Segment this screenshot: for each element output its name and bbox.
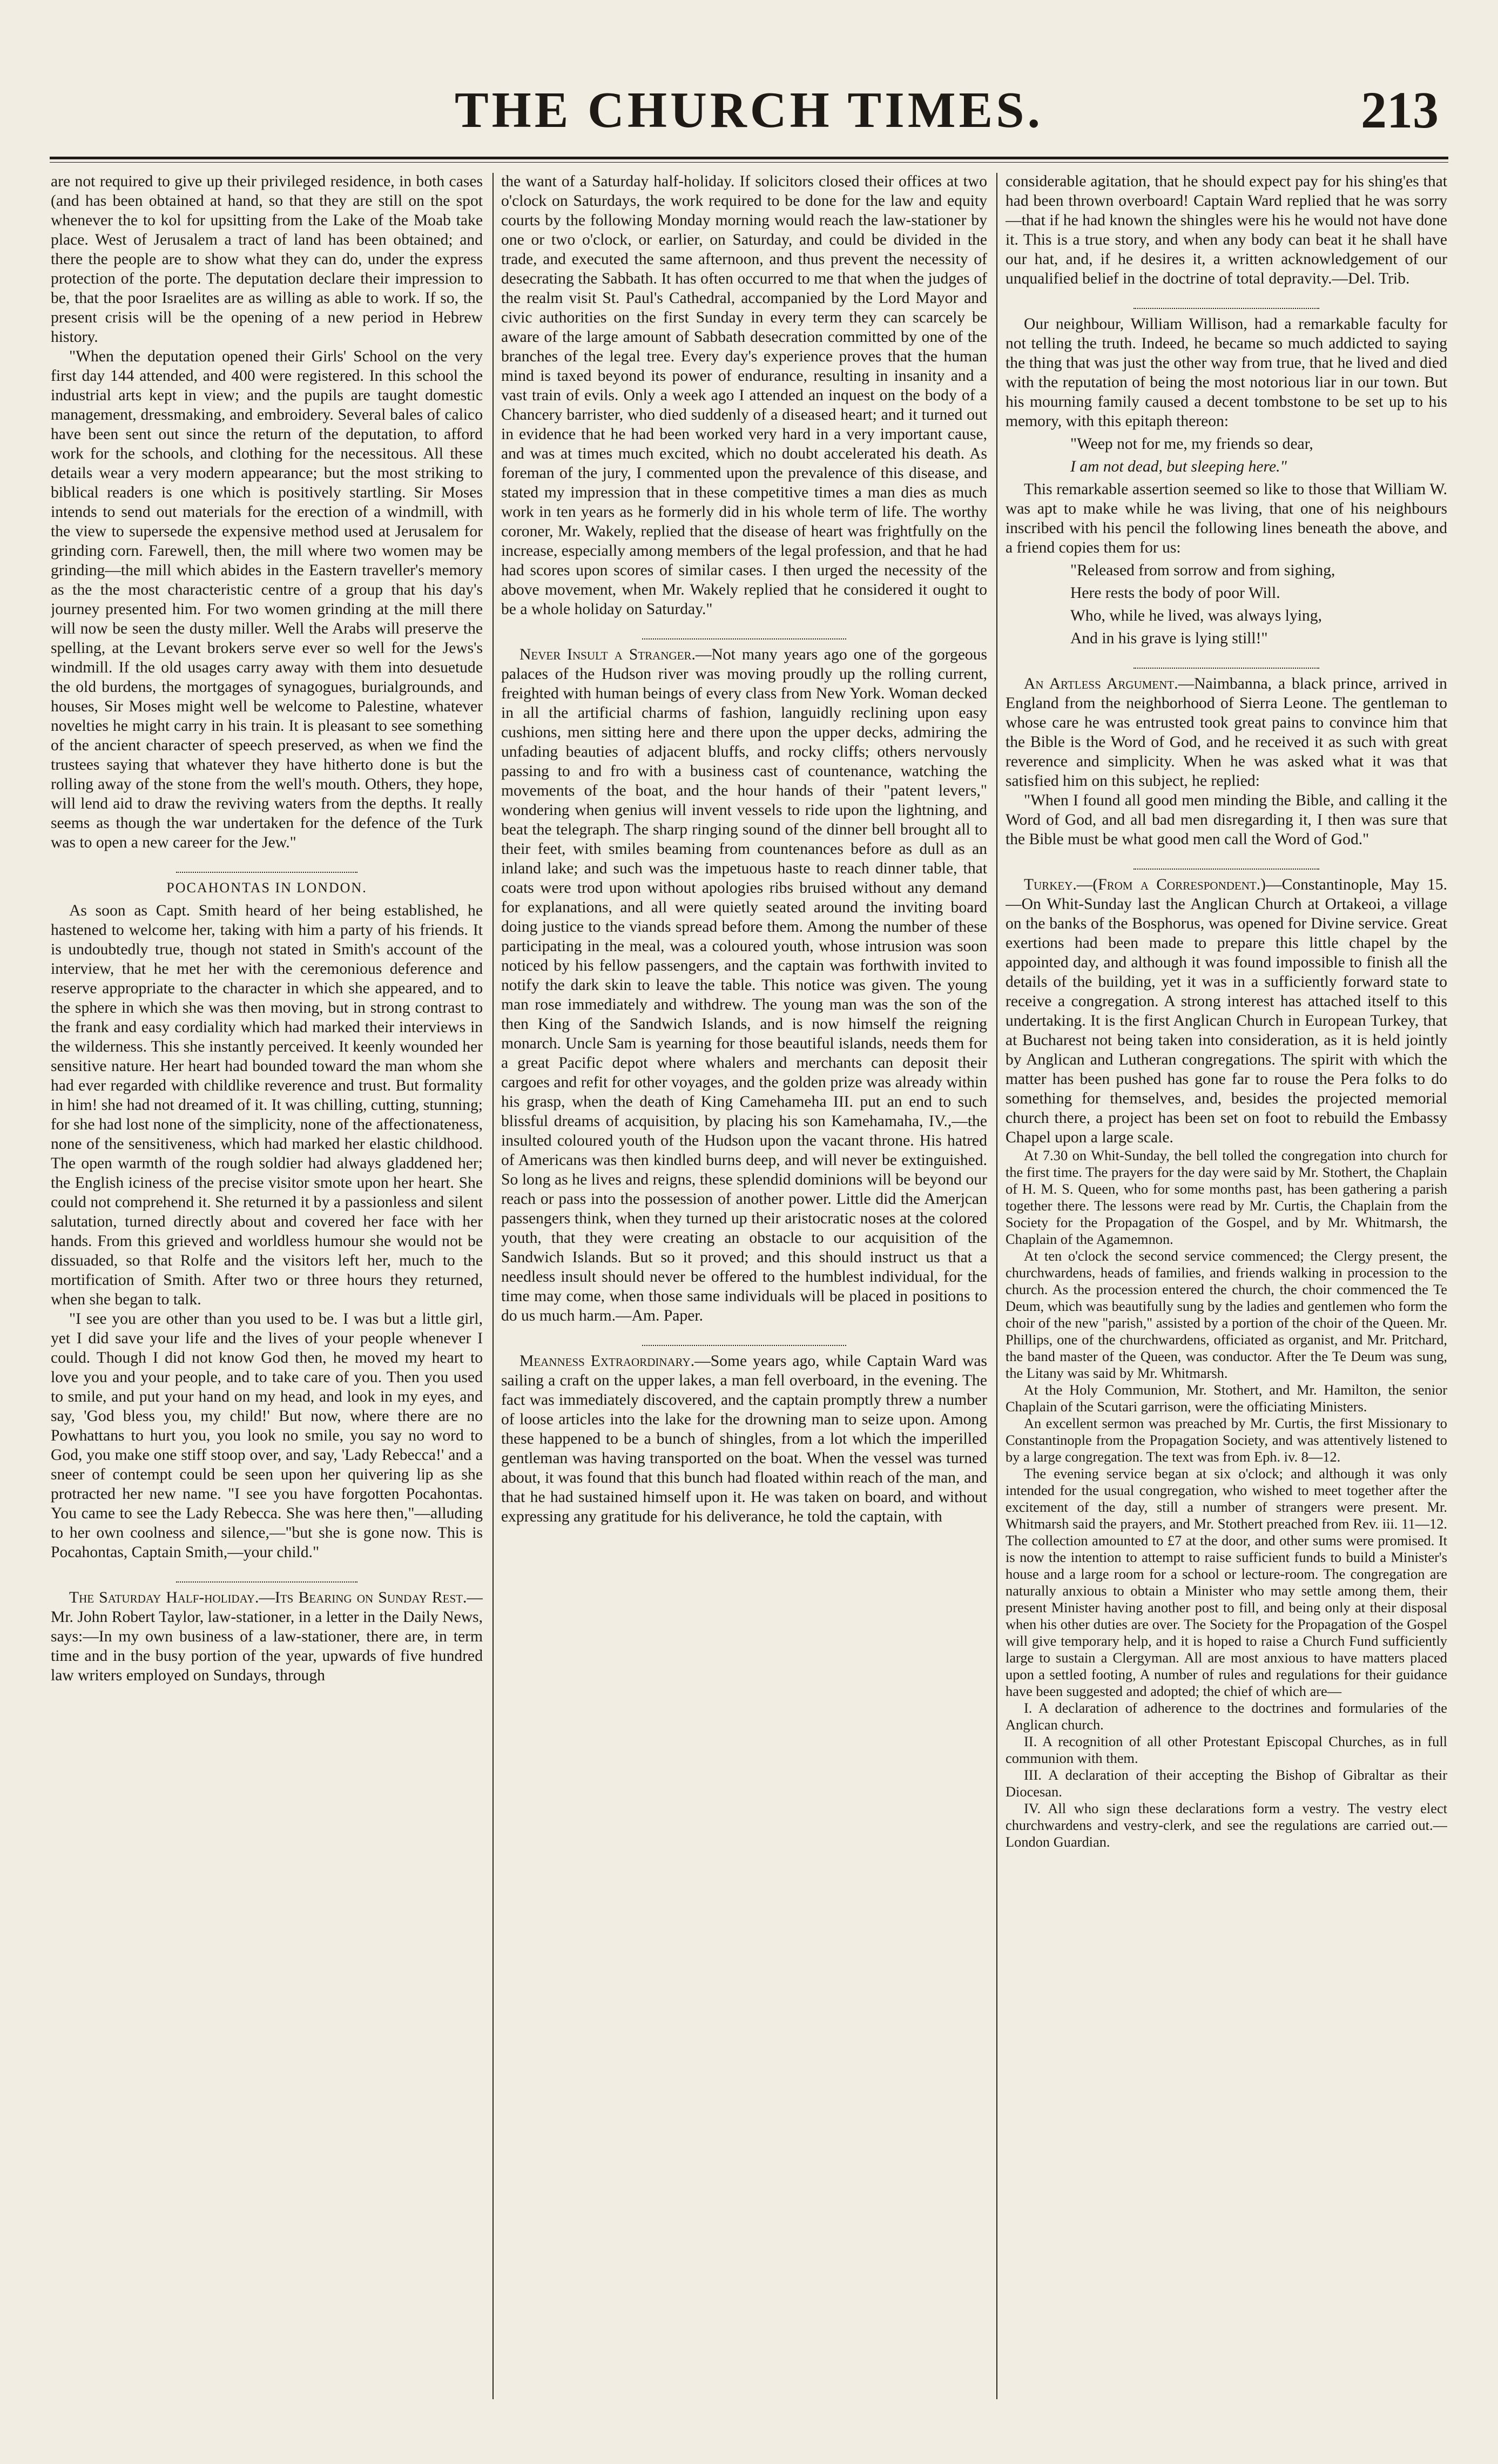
page-number: 213 <box>1361 81 1439 139</box>
verse-line: Here rests the body of poor Will. <box>1070 584 1280 602</box>
masthead-rule-thin <box>50 162 1448 163</box>
article-heading: Never Insult a Stranger. <box>519 646 696 663</box>
article-paragraph: The evening service began at six o'clock; and although it was only intended for the usual congregation, who wished to meet together after the excitement of the day, still a number of strangers were present. Mr. Whitmarsh said the prayers, and Mr. Stothert preached from Rev. iii. 11—12. The collection amounted to £7 at the door, and other sums were promised. It is now the intention to attempt to raise sufficient funds to build a Minister's house and a large room for a school or lecture-room. The congregation are naturally anxious to obtain a Minister who may settle among them, their present Minister having another post to fill, and being only at their disposal when his other duties are over. The Society for the Propagation of the Gospel will give temporary help, and it is hoped to raise a Church Fund sufficiently large to sustain a Clergyman. All are most anxious to have matters placed upon a settled footing, A number of rules and regulations for their guidance have been suggested and adopted; the chief of which are— <box>1006 1465 1447 1699</box>
verse-line: Who, while he lived, was always lying, <box>1070 607 1322 624</box>
section-ornament <box>642 624 846 639</box>
column-divider <box>492 173 494 2399</box>
article-heading: An Artless Argument. <box>1024 675 1178 692</box>
article-paragraph: —Mr. John Robert Taylor, law-stationer, in a letter in the Daily News, says:—In my own business of a law-stationer, there are, in term time and in the busy portion of the year, upwards of five hundred law writers employed on Sundays, through <box>51 1589 483 1684</box>
column-1 <box>51 172 483 2415</box>
article-paragraph: —Constantinople, May 15.—On Whit-Sunday last the Anglican Church at Ortakeoi, a village on the banks of the Bosphorus, was opened for Divine service. Great exertions had been made to prepare this little chapel by the appointed day, and although it was found impossible to finish all the details of the building, yet it was in a sufficiently forward state to receive a congregation. A strong interest has attached itself to this undertaking. It is the first Anglican Church in European Turkey, that at Bucharest not being taken into consideration, as it is held jointly by Anglican and Lutheran congregations. The spirit with which the matter has been pushed has gone far to rouse the Pera folks to do something for themselves, and, besides the projected memorial church there, a project has been set on foot to rebuild the Embassy Chapel upon a large scale. <box>1006 876 1447 1146</box>
article-paragraph: At 7.30 on Whit-Sunday, the bell tolled the congregation into church for the first time. The prayers for the day were said by Mr. Stothert, the Chaplain of H. M. S. Queen, who for some months past, has been gathering a parish together there. The lessons were read by Mr. Curtis, the Chaplain from the Society for the Propagation of the Gospel, and by Mr. Whitmarsh, the Chaplain of the Agamemnon. <box>1006 1147 1447 1247</box>
verse-line: And in his grave is lying still!" <box>1070 630 1268 647</box>
epitaph-line: "Weep not for me, my friends so dear, <box>1070 435 1313 453</box>
article-heading: Meanness Extraordinary. <box>519 1352 695 1370</box>
verse-line: "Released from sorrow and from sighing, <box>1070 562 1335 579</box>
article-paragraph: the want of a Saturday half-holiday. If solicitors closed their offices at two o'clock on Saturdays, the work required to be done for the law and equity courts by the following Monday morning would reach the law-stationer by one or two o'clock, or earlier, on Saturday, and could be divided in the trade, and executed the same afternoon, and thus prevent the necessity of desecrating the Sabbath. It has often occurred to me that when the judges of the realm visit St. Paul's Cathedral, accompanied by the Lord Mayor and civic authorities on the first Sunday in every term they can scarcely be aware of the large amount of Sabbath desecration committed by one of the branches of the legal tree. Every day's experience proves that the human mind is taxed beyond its power of endurance, resulting in insanity and a vast train of evils. Only a week ago I attended an inquest on the body of a Chancery barrister, who died suddenly of a diseased heart; and it turned out in evidence that he had been worked very hard in a very important cause, and was at times much excited, which no doubt accelerated his death. As foreman of the jury, I commented upon the prevalence of this disease, and stated my impression that in these competitive times a man dies as much work in ten years as he formerly did in his whole term of life. The worthy coroner, Mr. Wakely, replied that the disease of heart was frightfully on the increase, especially among members of the legal profession, and that he had had scores upon scores of similar cases. I then urged the necessity of the above movement, when Mr. Wakely replied that he considered it ought to be a whole holiday on Saturday." <box>501 173 987 618</box>
section-ornament <box>642 1331 846 1346</box>
article-paragraph: I. A declaration of adherence to the doctrines and formularies of the Anglican church. <box>1006 1700 1447 1733</box>
column-3 <box>1006 172 1447 2415</box>
masthead-title: THE CHURCH TIMES. <box>454 82 1044 138</box>
column-2 <box>501 172 987 2415</box>
article-paragraph: This remarkable assertion seemed so like to those that William W. was apt to make while he was living, that one of his neighbours inscribed with his pencil the following lines beneath the above, and a friend copies them for us: <box>1006 481 1447 556</box>
article-paragraph: —Naimbanna, a black prince, arrived in England from the neighborhood of Sierra Leone. The gentleman to whose care he was entrusted took great pains to convince him that the Bible is the Word of God, and he received it as such with great reverence and simplicity. When he was asked what it was that satisfied him on this subject, he replied: <box>1006 675 1447 790</box>
article-paragraph: "When the deputation opened their Girls' School on the very first day 144 attended, and 400 were registered. In this school the industrial arts kept in view; and the pupils are taught domestic management, dressmaking, and embroidery. Several bales of calico have been sent out since the return of the deputation, to afford work for the schools, and clothing for the necessitous. All these details wear a very modern appearance; but the most striking to biblical readers is one which is positively startling. Sir Moses intends to send out materials for the erection of a windmill, with the view to supersede the expensive method used at Jerusalem for grinding corn. Farewell, then, the mill where two women may be grinding—the mill which abides in the Eastern traveller's memory as the the most characteristic centre of a group that his day's journey presented him. For two women grinding at the mill there will now be seen the dusty miller. Well the Arabs will preserve the spelling, at the Levant brokers serve ever so well for the Jews's windmill. If the old usages carry away with them into desuetude the old burdens, the mortgages of synagogues, burialgrounds, and houses, Sir Moses might well be welcome to Palestine, whatever novelties he might carry in his train. It is pleasant to see something of the ancient character of speech preserved, as when we find the trustees saying that whatever they have hitherto done is but the rolling away of the stone from the well's mouth. Others, they hope, will lend aid to draw the reviving waters from the depths. It really seems as though the war undertaken for the defence of the Turk was to open a new career for the Jew." <box>51 348 483 851</box>
article-paragraph: At the Holy Communion, Mr. Stothert, and Mr. Hamilton, the senior Chaplain of the Scutari garrison, were the officiating Ministers. <box>1006 1382 1447 1415</box>
article-paragraph: considerable agitation, that he should expect pay for his shing'es that had been thrown overboard! Captain Ward replied that he was sorry—that if he had known the shingles were his he would not have done it. This is a true story, and when any body can beat it he shall have our hat, and, if he desires it, a written acknowledgement of our unqualified belief in the doctrine of total depravity.—Del. Trib. <box>1006 173 1447 287</box>
epitaph-line: I am not dead, but sleeping here." <box>1070 458 1287 475</box>
article-paragraph: Our neighbour, William Willison, had a remarkable faculty for not telling the truth. Indeed, he became so much addicted to saying the thing that was just the other way from true, that he lived and died with the reputation of being the most notorious liar in our town. But his mourning family caused a decent tombstone to be set up to his memory, with this epitaph thereon: <box>1006 315 1447 430</box>
article-paragraph: At ten o'clock the second service commenced; the Clergy present, the churchwardens, heads of families, and friends walking in procession to the church. As the procession entered the church, the choir commenced the Te Deum, which was beautifully sung by the ladies and gentlemen who form the choir of the new "parish," assisted by a portion of the choir of the Queen. Mr. Phillips, one of the churchwardens, officiated as organist, and Mr. Pritchard, the band master of the Queen, was conductor. After the Te Deum was sung, the Litany was said by Mr. Whitmarsh. <box>1006 1248 1447 1381</box>
article-heading: POCAHONTAS IN LONDON. <box>166 880 367 896</box>
article-paragraph: IV. All who sign these declarations form a vestry. The vestry elect churchwardens and vestry-clerk, and see the regulations are carried out.—London Guardian. <box>1006 1800 1447 1850</box>
article-heading: Turkey.—(From a Correspondent.) <box>1024 876 1266 893</box>
article-paragraph: "I see you are other than you used to be. I was but a little girl, yet I did save your life and the lives of your people whenever I could. Though I did not know God then, he moved my heart to love you and your people, and to take care of you. Then you used to smile, and put your hand on my head, and look in my eyes, and say, 'God bless you, my child!' But now, where there are no Powhattans to hurt you, you look no smile, you say no word to God, you make one stiff stoop over, and say, 'Lady Rebecca!' and a sneer of contempt could be seen upon her quivering lip as she protracted her new name. "I see you have forgotten Pocahontas. You came to see the Lady Rebecca. She was here then,"—alluding to her own coolness and silence,—"but she is gone now. This is Pocahontas, Captain Smith,—your child." <box>51 1310 483 1561</box>
article-paragraph: are not required to give up their privileged residence, in both cases (and has been obtained at hand, so that they are still on the spot whenever the to kol for upsitting from the Lake of the Moab take place. West of Jerusalem a tract of land has been obtained; and there the people are to show what they can do, under the express protection of the porte. The deputation declare their impression to be, that the poor Israelites are as willing as able to work. If so, the present crisis will be the opening of a new period in Hebrew history. <box>51 173 483 346</box>
section-ornament <box>1133 294 1319 309</box>
article-paragraph: An excellent sermon was preached by Mr. Curtis, the first Missionary to Constantinople from the Propagation Society, and was attentively listened to by a large congregation. The text was from Eph. iv. 8—12. <box>1006 1415 1447 1465</box>
article-paragraph: "When I found all good men minding the Bible, and calling it the Word of God, and all bad men disregarding it, I then was sure that the Bible must be what good men call the Word of God." <box>1006 792 1447 848</box>
section-ornament <box>176 1567 357 1583</box>
article-paragraph: —Some years ago, while Captain Ward was sailing a craft on the upper lakes, a man fell overboard, in the evening. The fact was immediately discovered, and the captain promptly threw a number of loose articles into the lake for the drowning man to seize upon. Among these happened to be a bunch of shingles, from a lot which the imperilled gentleman was having transported on the boat. When the vessel was turned about, it was found that this bunch had floated within reach of the man, and that he had sustained himself upon it. He was taken on board, and without expressing any gratitude for his deliverance, he told the captain, with <box>501 1352 987 1525</box>
section-ornament <box>1133 854 1319 870</box>
article-paragraph: —Not many years ago one of the gorgeous palaces of the Hudson river was moving proudly up the rolling current, freighted with human beings of every class from New York. Woman decked in all the artificial charms of fashion, languidly reclining upon easy cushions, men sitting here and there upon the upper decks, admiring the unfading beauties of adjacent bluffs, and rocky cliffs; others nervously passing to and fro with a business cast of countenance, watching the movements of the boat, and the hour hands of their "patent levers," wondering when genius will invent vessels to ride upon the lightning, and beat the telegraph. The sharp ringing sound of the dinner bell brought all to their feet, with smiles beaming from countenances before as dull as an inland lake; and such was the impetuous haste to reach dinner table, that coats were trod upon without apologies ribs bruised without any demand for explanations, and all were quietly seated around the inviting board doing justice to the viands spread before them. Among the number of these participating in the meal, was a coloured youth, whose intrusion was soon noticed by his fellow passengers, and the captain was forthwith invited to notify the dark skin to leave the table. This notice was given. The young man rose immediately and withdrew. The young man was the son of the then King of the Sandwich Islands, and is now himself the reigning monarch. Uncle Sam is yearning for those beautiful islands, needs them for a great Pacific depot where whalers and merchants can deposit their cargoes and refit for other voyages, and the golden prize was already within his grasp, when the death of King Camehameha III. put an end to such blissful dreams of acquisition, by placing his son Kamehamaha, IV.,—the insulted coloured youth of the Hudson upon the vacant throne. His hatred of Americans was then kindled burns deep, and will never be extinguished. So long as he lives and reigns, these splendid dominions will be beyond our reach or pass into the possession of another power. Little did the Amerjcan passengers think, when they turned up their aristocratic noses at the colored youth, that they were creating an obstacle to our acquisition of the Sandwich Islands. But so it proved; and this should instruct us that a needless insult should never be offered to the humblest individual, for the time may come, when those same individuals will be placed in positions to do us much harm.—Am. Paper. <box>501 646 987 1324</box>
article-paragraph: As soon as Capt. Smith heard of her being established, he hastened to welcome her, taking with him a party of his friends. It is undoubtedly true, though not stated in Smith's account of the interview, that he met her with the ceremonious deference and reserve appropriate to the character in which she appeared, and to the sphere in which she was then moving, but in strong contrast to the frank and easy cordiality which had marked their interviews in the wilderness. This she instantly perceived. It keenly wounded her sensitive nature. Her heart had bounded toward the man whom she had ever regarded with childlike reverence and trust. But formality in him! she had not dreamed of it. It was chilling, cutting, stunning; for she had lost none of the simplicity, none of the affectionateness, none of the sensitiveness, which had marked her elastic childhood. The open warmth of the rough soldier had always gladdened her; the English iciness of the precise visitor smote upon her heart. She could not comprehend it. She returned it by a passionless and silent salutation, turned directly about and covered her face with her hands. From this grieved and worldless humour she would not be dissuaded, so that Rolfe and the visitors left her, much to the mortification of Smith. After two or three hours they returned, when she began to talk. <box>51 902 483 1308</box>
section-ornament <box>1133 654 1319 669</box>
column-divider <box>996 173 997 2399</box>
article-paragraph: II. A recognition of all other Protestant Episcopal Churches, as in full communion with them. <box>1006 1733 1447 1766</box>
article-heading: The Saturday Half-holiday.—Its Bearing on Sunday Rest. <box>69 1589 467 1606</box>
section-ornament <box>176 858 357 873</box>
article-paragraph: III. A declaration of their accepting the Bishop of Gibraltar as their Diocesan. <box>1006 1767 1447 1800</box>
masthead-rule <box>50 157 1448 159</box>
